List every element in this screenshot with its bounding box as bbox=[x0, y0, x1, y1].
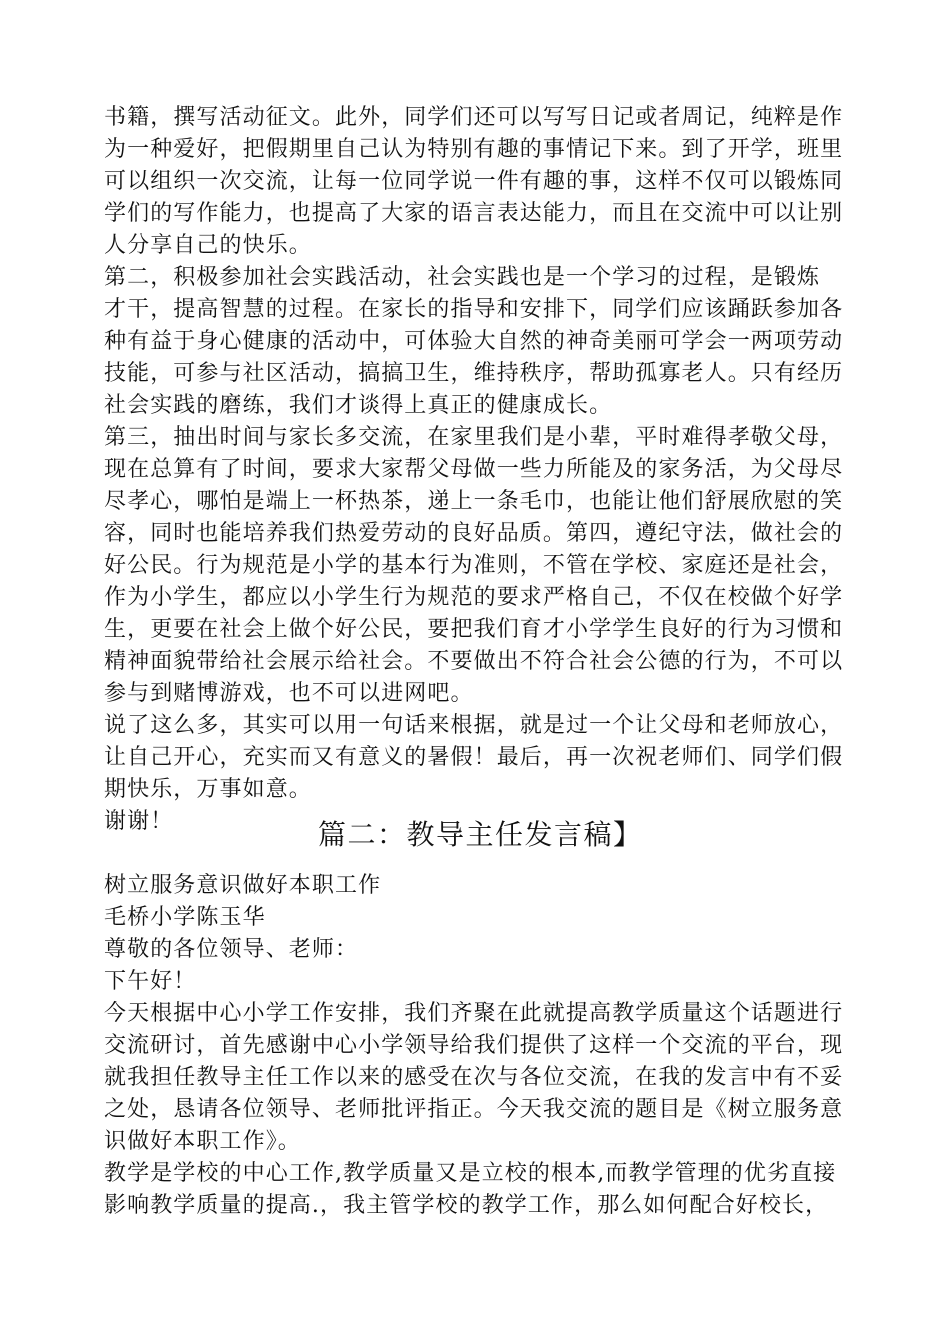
text-line: 之处，恳请各位领导、老师批评指正。今天我交流的题目是《树立服务意 bbox=[104, 1097, 844, 1122]
text-line: 技能，可参与社区活动，搞搞卫生，维持秩序，帮助孤寡老人。只有经历 bbox=[104, 361, 844, 386]
text-line: 可以组织一次交流，让每一位同学说一件有趣的事，这样不仅可以锻炼同 bbox=[104, 169, 844, 194]
text-line: 期快乐，万事如意。 bbox=[104, 777, 312, 802]
text-line: 教学是学校的中心工作,教学质量又是立校的根本,而教学管理的优劣直接 bbox=[104, 1161, 837, 1186]
text-line: 种有益于身心健康的活动中，可体验大自然的神奇美丽可学会一两项劳动 bbox=[104, 329, 844, 354]
text-line: 人分享自己的快乐。 bbox=[104, 233, 312, 258]
text-line: 交流研讨，首先感谢中心小学领导给我们提供了这样一个交流的平台，现 bbox=[104, 1033, 844, 1058]
text-line: 容，同时也能培养我们热爱劳动的良好品质。第四，遵纪守法，做社会的 bbox=[104, 521, 844, 546]
text-line: 生，更要在社会上做个好公民，要把我们育才小学学生良好的行为习惯和 bbox=[104, 617, 844, 642]
salutation: 尊敬的各位领导、老师： bbox=[104, 937, 359, 962]
text-line: 才干，提高智慧的过程。在家长的指导和安排下，同学们应该踊跃参加各 bbox=[104, 297, 844, 322]
closing-text: 谢谢！ bbox=[104, 809, 174, 834]
text-line: 第三，抽出时间与家长多交流，在家里我们是小辈，平时难得孝敬父母， bbox=[104, 425, 844, 450]
text-line: 就我担任教导主任工作以来的感受在次与各位交流，在我的发言中有不妥 bbox=[104, 1065, 844, 1090]
text-line: 识做好本职工作》。 bbox=[104, 1129, 301, 1154]
speech-subtitle: 树立服务意识做好本职工作 bbox=[104, 873, 382, 898]
text-line: 为一种爱好，把假期里自己认为特别有趣的事情记下来。到了开学，班里 bbox=[104, 137, 844, 162]
speech-author: 毛桥小学陈玉华 bbox=[104, 905, 266, 930]
text-line: 说了这么多，其实可以用一句话来根据，就是过一个让父母和老师放心， bbox=[104, 713, 844, 738]
greeting: 下午好！ bbox=[104, 969, 197, 994]
text-line: 尽孝心，哪怕是端上一杯热茶，递上一条毛巾，也能让他们舒展欣慰的笑 bbox=[104, 489, 844, 514]
text-line: 让自己开心，充实而又有意义的暑假！最后，再一次祝老师们、同学们假 bbox=[104, 745, 844, 770]
text-line: 影响教学质量的提高.，我主管学校的教学工作，那么如何配合好校长， bbox=[104, 1193, 829, 1218]
text-line: 现在总算有了时间，要求大家帮父母做一些力所能及的家务活，为父母尽 bbox=[104, 457, 844, 482]
text-line: 今天根据中心小学工作安排，我们齐聚在此就提高教学质量这个话题进行 bbox=[104, 1001, 844, 1026]
text-line: 社会实践的磨练，我们才谈得上真正的健康成长。 bbox=[104, 393, 613, 418]
text-line: 作为小学生，都应以小学生行为规范的要求严格自己，不仅在校做个好学 bbox=[104, 585, 844, 610]
text-line: 第二，积极参加社会实践活动，社会实践也是一个学习的过程，是锻炼 bbox=[104, 265, 821, 290]
text-line: 精神面貌带给社会展示给社会。不要做出不符合社会公德的行为，不可以 bbox=[104, 649, 844, 674]
text-line: 学们的写作能力，也提高了大家的语言表达能力，而且在交流中可以让别 bbox=[104, 201, 844, 226]
text-line: 参与到赌博游戏，也不可以进网吧。 bbox=[104, 681, 474, 706]
section-title: 篇二：教导主任发言稿】 bbox=[318, 818, 643, 851]
text-line: 好公民。行为规范是小学的基本行为准则，不管在学校、家庭还是社会， bbox=[104, 553, 844, 578]
text-line: 书籍，撰写活动征文。此外，同学们还可以写写日记或者周记，纯粹是作 bbox=[104, 105, 844, 130]
